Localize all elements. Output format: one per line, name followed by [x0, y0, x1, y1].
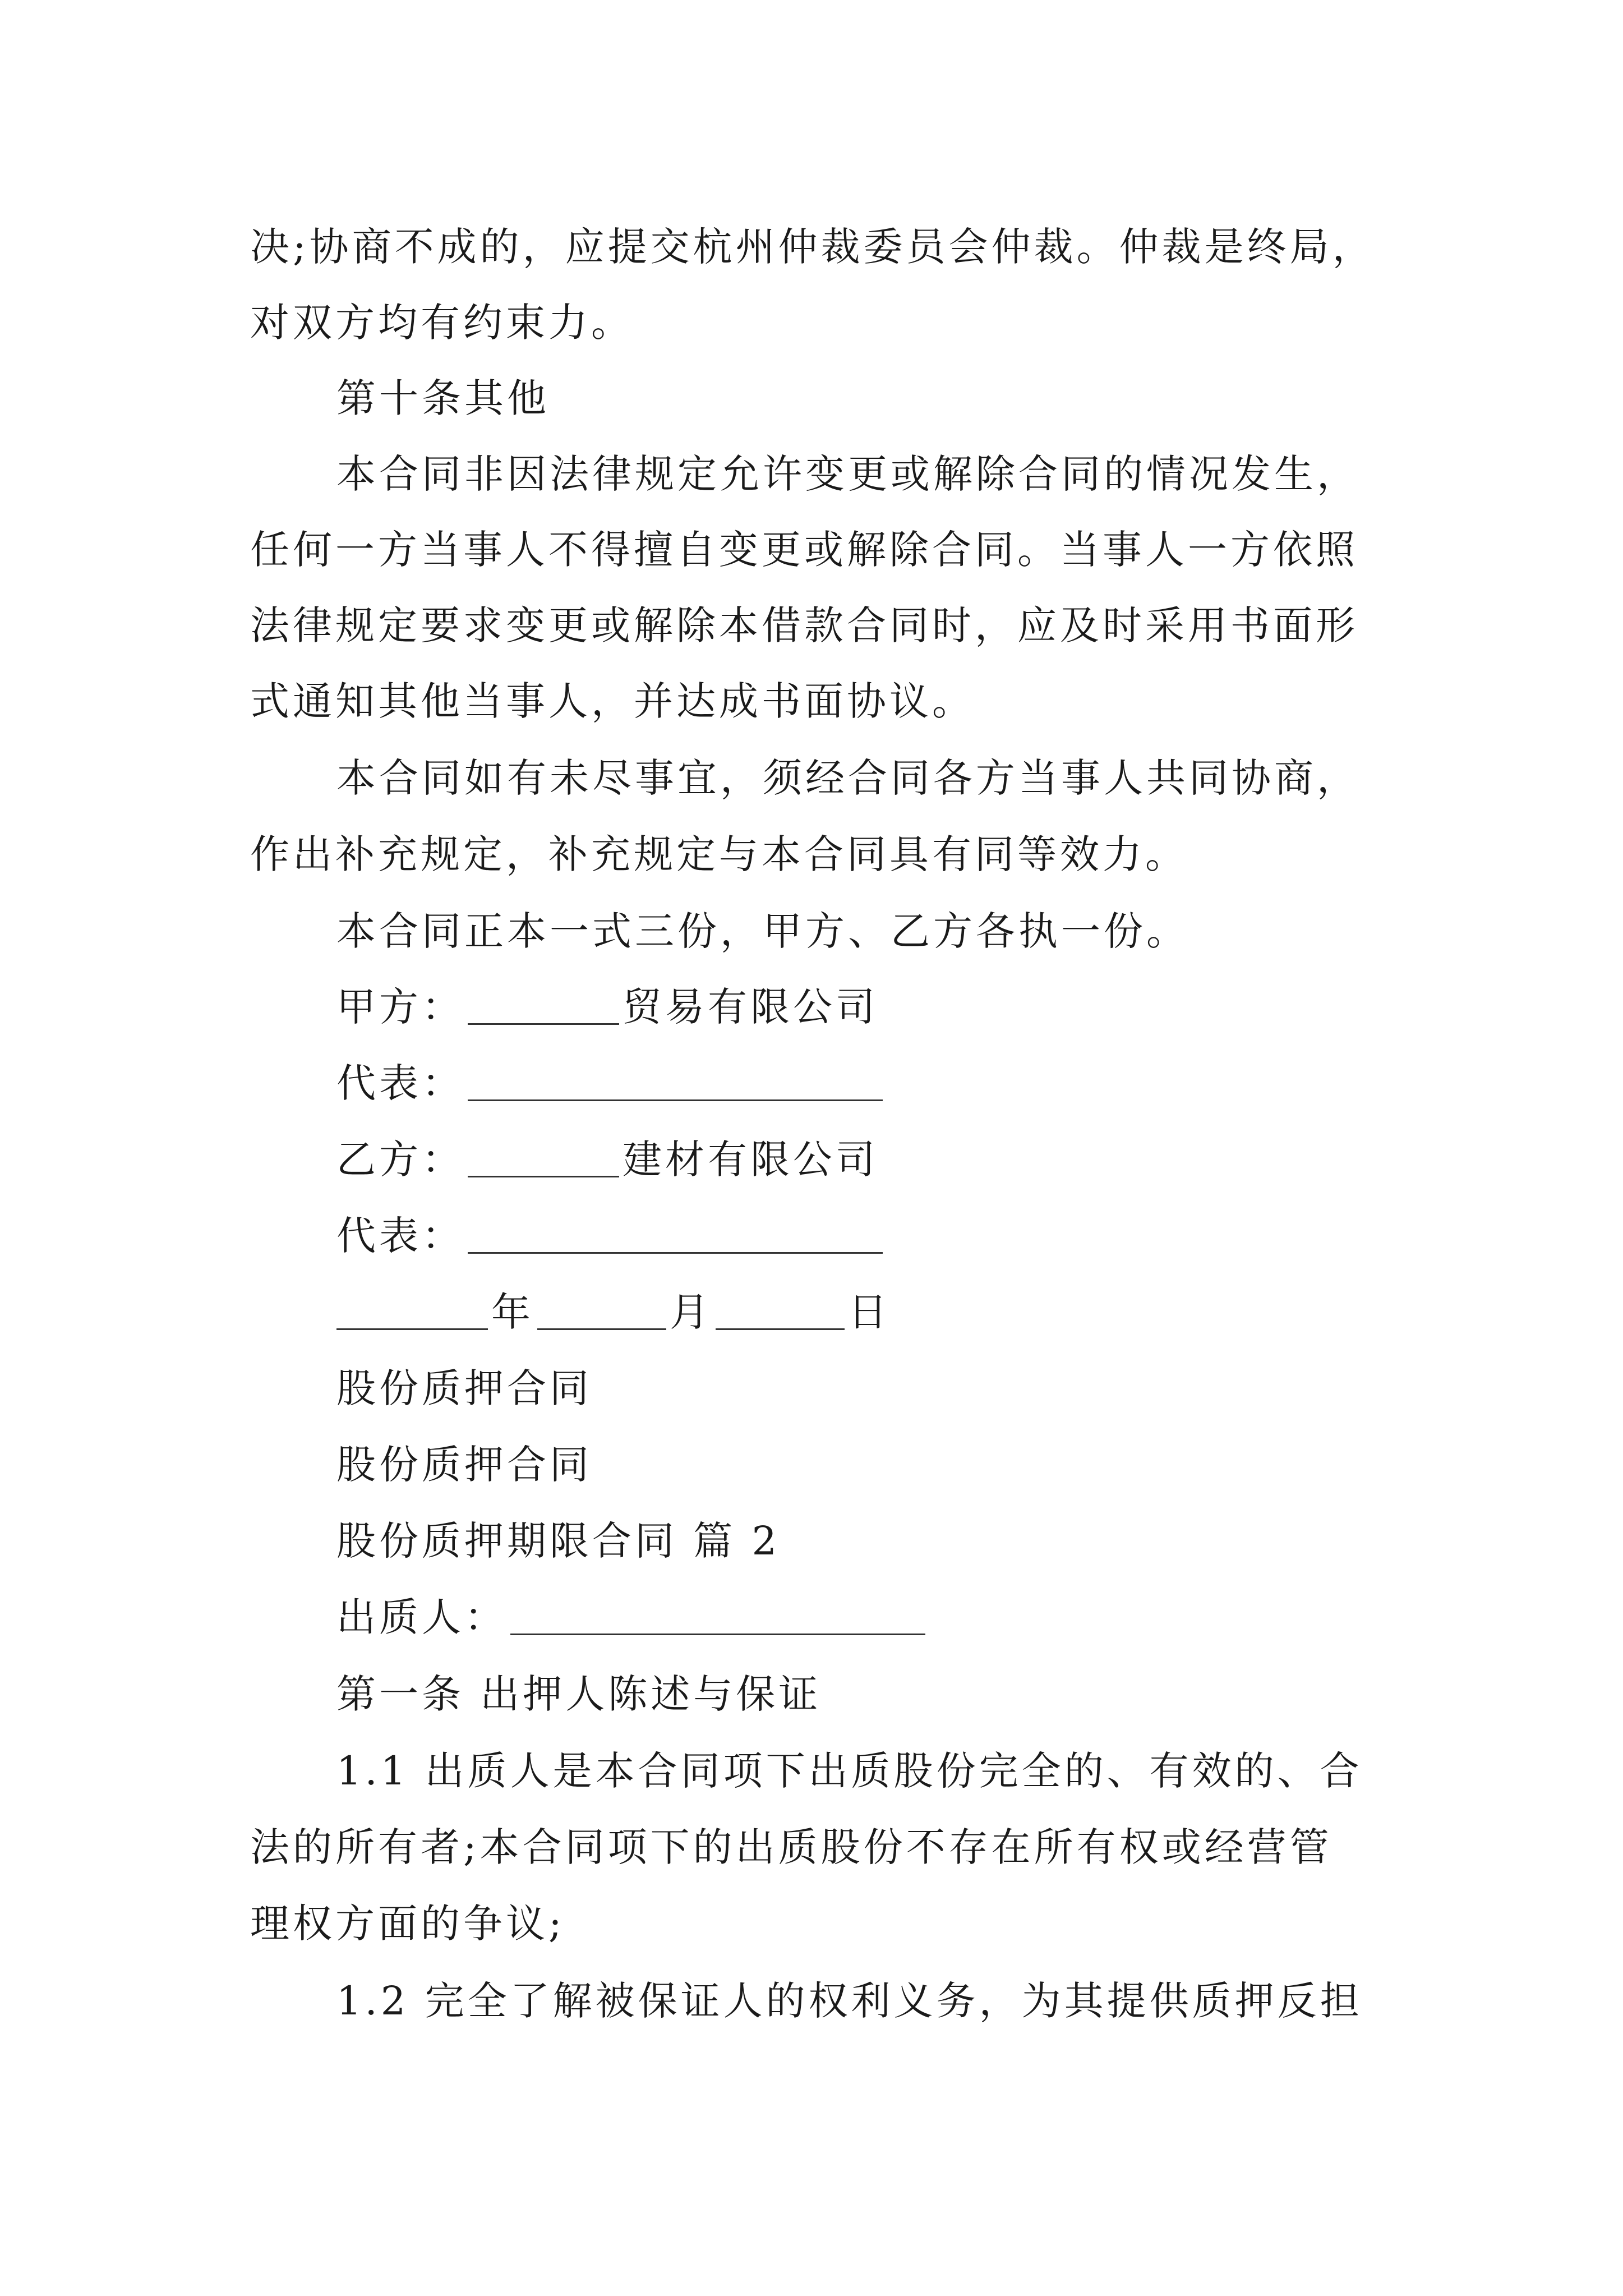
- text-line-7: 式通知其他当事人，并达成书面协议。: [250, 678, 975, 724]
- year-blank: [336, 1326, 488, 1330]
- party-b-name-blank: [468, 1174, 619, 1177]
- party-a-label: 甲方：: [336, 984, 464, 1030]
- party-a-name-blank: [468, 1021, 619, 1025]
- text-line-6: 法律规定要求变更或解除本借款合同时，应及时采用书面形: [250, 602, 1358, 648]
- text-line-9: 作出补充规定，补充规定与本合同具有同等效力。: [250, 831, 1188, 877]
- section-heading: 股份质押期限合同 篇 2: [336, 1518, 781, 1564]
- rep-a-line: [336, 1060, 886, 1106]
- clause-1-1-line-1: 1.1 出质人是本合同项下出质股份完全的、有效的、合: [336, 1748, 1363, 1794]
- text-line-5: 任何一方当事人不得擅自变更或解除合同。当事人一方依照: [250, 527, 1358, 573]
- article-10-heading: 第十条其他: [336, 375, 550, 421]
- party-b-line: [336, 1137, 878, 1182]
- title-1: 股份质押合同: [336, 1365, 592, 1411]
- clause-1-2-line-1: 1.2 完全了解被保证人的权利义务，为其提供质押反担: [336, 1978, 1363, 2024]
- date-line: [336, 1289, 891, 1335]
- rep-b-line: [336, 1213, 886, 1259]
- month-blank: [537, 1326, 666, 1330]
- pledgor-blank: [510, 1631, 925, 1635]
- year-label: 年: [491, 1289, 534, 1335]
- rep-a-label: 代表：: [336, 1060, 464, 1106]
- party-a-line: [336, 984, 878, 1030]
- article-1-heading: 第一条 出押人陈述与保证: [336, 1671, 822, 1717]
- rep-a-blank: [468, 1097, 883, 1101]
- text-line-1: 决;协商不成的，应提交杭州仲裁委员会仲裁。仲裁是终局，: [250, 224, 1375, 270]
- clause-1-1-line-3: 理权方面的争议;: [250, 1901, 565, 1947]
- pledgor-label: 出质人：: [336, 1594, 507, 1640]
- party-b-suffix: 建材有限公司: [623, 1137, 878, 1182]
- rep-b-label: 代表：: [336, 1213, 464, 1259]
- pledgor-line: [336, 1594, 929, 1640]
- title-2: 股份质押合同: [336, 1442, 592, 1488]
- text-line-10: 本合同正本一式三份，甲方、乙方各执一份。: [336, 908, 1189, 954]
- party-b-label: 乙方：: [336, 1137, 464, 1182]
- month-label: 月: [670, 1289, 712, 1335]
- text-line-2: 对双方均有约束力。: [250, 300, 634, 346]
- day-label: 日: [848, 1289, 891, 1335]
- party-a-suffix: 贸易有限公司: [623, 984, 878, 1030]
- rep-b-blank: [468, 1250, 883, 1254]
- clause-1-1-line-2: 法的所有者;本合同项下的出质股份不存在所有权或经营管: [250, 1824, 1332, 1870]
- text-line-8: 本合同如有未尽事宜，须经合同各方当事人共同协商，: [336, 755, 1359, 801]
- day-blank: [716, 1326, 845, 1330]
- text-line-4: 本合同非因法律规定允许变更或解除合同的情况发生，: [336, 451, 1359, 497]
